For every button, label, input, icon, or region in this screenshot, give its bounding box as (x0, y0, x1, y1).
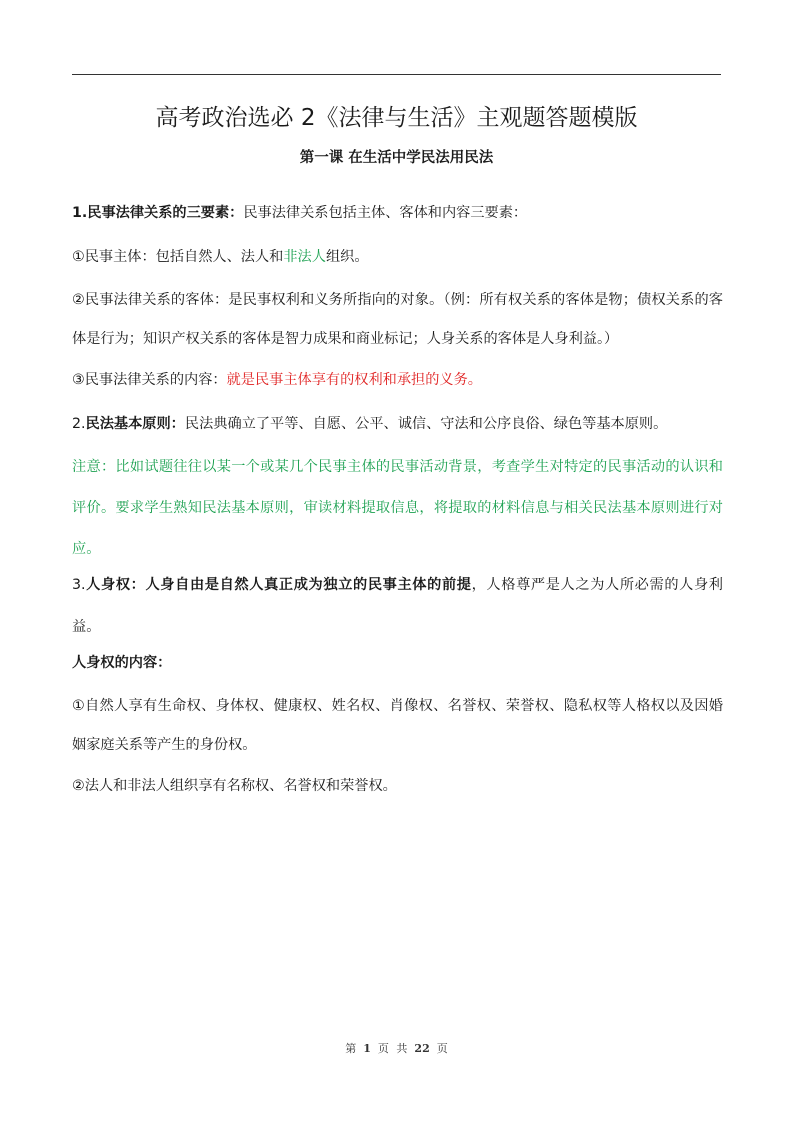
section-3-number: 3. (72, 577, 86, 593)
item-1-highlight: 非法人 (283, 249, 326, 265)
section-3-text: ，人格尊严是人之为人所必需的人身利益。 (72, 577, 723, 635)
section-2-number: 2. (72, 416, 86, 432)
section-3-item-1: ①自然人享有生命权、身体权、健康权、姓名权、肖像权、名誉权、荣誉权、隐私权等人格权以及因婚姻家庭关系等产生的身份权。 (72, 698, 723, 753)
item-1-suffix: 组织。 (325, 249, 369, 265)
footer-ye: 页 (377, 1042, 389, 1055)
section-2-note: 注意：比如试题往往以某一个或某几个民事主体的民事活动背景，考查学生对特定的民事活动的认识和评价。要求学生熟知民法基本原则，审读材料提取信息，将提取的材料信息与相关民法基本原则进行对应。 (72, 459, 723, 557)
item-3-highlight: 就是民事主体享有的权利和承担的义务。 (226, 372, 482, 388)
section-1-item-2: ②民事法律关系的客体：是民事权利和义务所指向的对象。（例：所有权关系的客体是物；债权关系的客体是行为；知识产权关系的客体是智力成果和商业标记；人身关系的客体是人身利益。） (72, 292, 723, 347)
section-1-item-3 (72, 365, 723, 395)
item-1-prefix: ①民事主体：包括自然人、法人和 (72, 249, 284, 265)
section-1-intro (72, 198, 723, 228)
section-2-heading: 民法基本原则： (85, 416, 185, 432)
section-3-subheading: 人身权的内容： (72, 655, 172, 671)
lesson-title: 第一课 在生活中学民法用民法 (299, 150, 494, 166)
footer-total-pages: 22 (414, 1042, 430, 1055)
section-3-intro (72, 564, 723, 648)
footer-gong: 共 (396, 1042, 408, 1055)
document-body (72, 198, 723, 815)
section-1-item-1 (72, 242, 723, 272)
section-3-heading: 人身权：人身自由是自然人真正成为独立的民事主体的前提 (85, 577, 472, 593)
footer-di: 第 (345, 1042, 357, 1055)
section-1-heading: 1.民事法律关系的三要素： (72, 205, 244, 221)
footer-ye-2: 页 (436, 1042, 448, 1055)
section-1-text: 民事法律关系包括主体、客体和内容三要素： (243, 205, 528, 221)
footer-page-number: 1 (363, 1042, 371, 1055)
page-footer (0, 1040, 793, 1056)
header-rule (72, 74, 721, 75)
section-2-intro (72, 409, 723, 439)
page-title: 高考政治选必 2《法律与生活》主观题答题模版 (155, 105, 638, 131)
section-2-text: 民法典确立了平等、自愿、公平、诚信、守法和公序良俗、绿色等基本原则。 (184, 416, 668, 432)
item-3-prefix: ③民事法律关系的内容： (72, 372, 227, 388)
section-3-item-2: ②法人和非法人组织享有名称权、名誉权和荣誉权。 (72, 778, 397, 794)
